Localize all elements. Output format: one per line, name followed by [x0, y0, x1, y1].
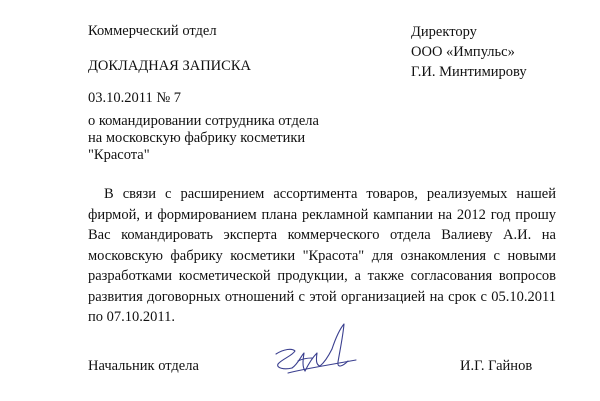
recipient-line-2: ООО «Импульс» — [411, 44, 515, 60]
subject-line-3: "Красота" — [88, 147, 150, 163]
recipient-line-3: Г.И. Минтимирову — [411, 64, 527, 80]
signatory-name: И.Г. Гайнов — [460, 358, 533, 374]
subject-line-2: на московскую фабрику косметики — [88, 130, 306, 146]
subject-line-1: о командировании сотрудника отдела — [88, 113, 319, 129]
sender-department: Коммерческий отдел — [88, 23, 217, 39]
document-date-number: 03.10.2011 № 7 — [88, 90, 182, 106]
recipient-line-1: Директору — [411, 24, 477, 40]
memo-body: В связи с расширением ассортимента товаров, реализуемых нашей фирмой, и формированием плана рекламной кампании на 2012 год прошу Вас командировать эксперта коммерческого отдела Валиеву А.И. на московскую фабрику косметики "Красота" для ознакомления с новыми разработками косметической продукции, а также согласования вопросов развития договорных отношений с этой организацией на срок с 05.10.2011 по 07.10.2011. — [88, 186, 556, 325]
handwritten-signature — [268, 318, 368, 384]
document-title: ДОКЛАДНАЯ ЗАПИСКА — [88, 58, 251, 74]
signatory-position: Начальник отдела — [88, 358, 199, 374]
